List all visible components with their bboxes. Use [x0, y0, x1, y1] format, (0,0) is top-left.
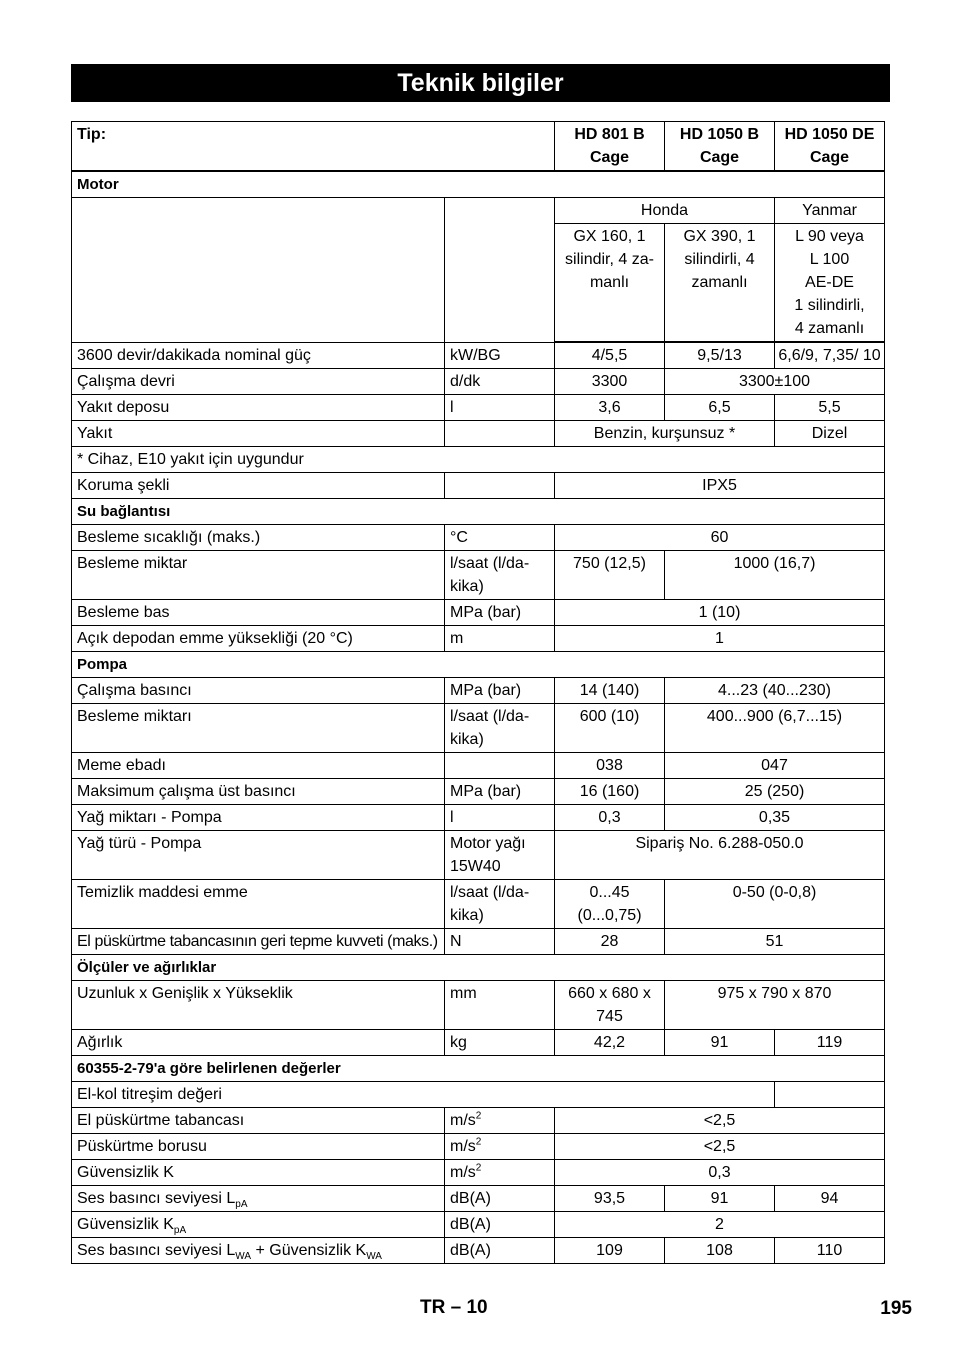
- table-row: Uzunluk x Genişlik x Yükseklik mm 660 x 680 x 745 975 x 790 x 870: [72, 981, 885, 1030]
- table-row: El-kol titreşim değeri: [72, 1082, 885, 1108]
- page-number: 195: [880, 1298, 912, 1319]
- table-row: Yakıt deposu l 3,6 6,5 5,5: [72, 395, 885, 421]
- table-row: El püskürtme tabancasının geri tepme kuvveti (maks.) N 28 51: [72, 929, 885, 955]
- table-row: Ses basıncı seviyesi $L_{pA}$ dB(A) 93,5 91 94: [72, 1186, 885, 1212]
- table-row: Ses basıncı seviyesi $L_{WA}$ + Güvensizlik $K_{WA}$ dB(A) 109 108 110: [72, 1238, 885, 1264]
- table-row: Meme ebadı 038 047: [72, 753, 885, 779]
- footer-code: TR – 10: [420, 1297, 488, 1318]
- table-row: Yağ miktarı - Pompa l 0,3 0,35: [72, 805, 885, 831]
- header-row: [72, 122, 885, 172]
- table-row: Çalışma devri d/dk 3300 3300±100: [72, 369, 885, 395]
- type-label: Tip:: [72, 122, 555, 172]
- page-title: Teknik bilgiler: [71, 64, 890, 102]
- model-col-3: HD 1050 DE Cage: [775, 122, 885, 172]
- table-row: Besleme sıcaklığı (maks.) °C 60: [72, 525, 885, 551]
- model-col-1: HD 801 B Cage: [555, 122, 665, 172]
- table-row: Açık depodan emme yüksekliği (20 °C) m 1: [72, 626, 885, 652]
- section-row: Su bağlantısı: [72, 499, 885, 525]
- table-row: Temizlik maddesi emme l/saat (l/da-kika) 0...45 (0...0,75) 0-50 (0-0,8): [72, 880, 885, 929]
- section-row: Ölçüler ve ağırlıklar: [72, 955, 885, 981]
- table-row: * Cihaz, E10 yakıt için uygundur: [72, 447, 885, 473]
- model-col-2: HD 1050 B Cage: [665, 122, 775, 172]
- section-row: 60355-2-79'a göre belirlenen değerler: [72, 1056, 885, 1082]
- table-row: Koruma şekli IPX5: [72, 473, 885, 499]
- table-row: Maksimum çalışma üst basıncı MPa (bar) 16 (160) 25 (250): [72, 779, 885, 805]
- section-row: Pompa: [72, 652, 885, 678]
- table-row: Yağ türü - Pompa Motor yağı 15W40 Sipariş No. 6.288-050.0: [72, 831, 885, 880]
- section-row: Motor: [72, 171, 885, 198]
- spec-table: [71, 121, 885, 1264]
- table-row: Besleme miktarı l/saat (l/da-kika) 600 (10) 400...900 (6,7...15): [72, 704, 885, 753]
- table-row: Besleme miktar l/saat (l/da-kika) 750 (12,5) 1000 (16,7): [72, 551, 885, 600]
- table-row: Yakıt Benzin, kurşunsuz * Dizel: [72, 421, 885, 447]
- table-row: Güvensizlik $K_{pA}$ dB(A) 2: [72, 1212, 885, 1238]
- table-row: Honda Yanmar: [72, 198, 885, 224]
- table-row: GX 160, 1 silindir, 4 za-manlı GX 390, 1 silindirli, 4 zamanlı L 90 veya L 100 AE-DE 1 silindirli, 4 zamanlı: [72, 224, 885, 343]
- table-row: Püskürtme borusu $m/s^2$ <2,5: [72, 1134, 885, 1160]
- table-row: Güvensizlik K $m/s^2$ 0,3: [72, 1160, 885, 1186]
- table-row: El püskürtme tabancası $m/s^2$ <2,5: [72, 1108, 885, 1134]
- table-row: Ağırlık kg 42,2 91 119: [72, 1030, 885, 1056]
- table-row: Besleme bas MPa (bar) 1 (10): [72, 600, 885, 626]
- table-row: Çalışma basıncı MPa (bar) 14 (140) 4...23 (40...230): [72, 678, 885, 704]
- table-row: 3600 devir/dakikada nominal güç kW/BG 4/5,5 9,5/13 6,6/9, 7,35/ 10: [72, 342, 885, 369]
